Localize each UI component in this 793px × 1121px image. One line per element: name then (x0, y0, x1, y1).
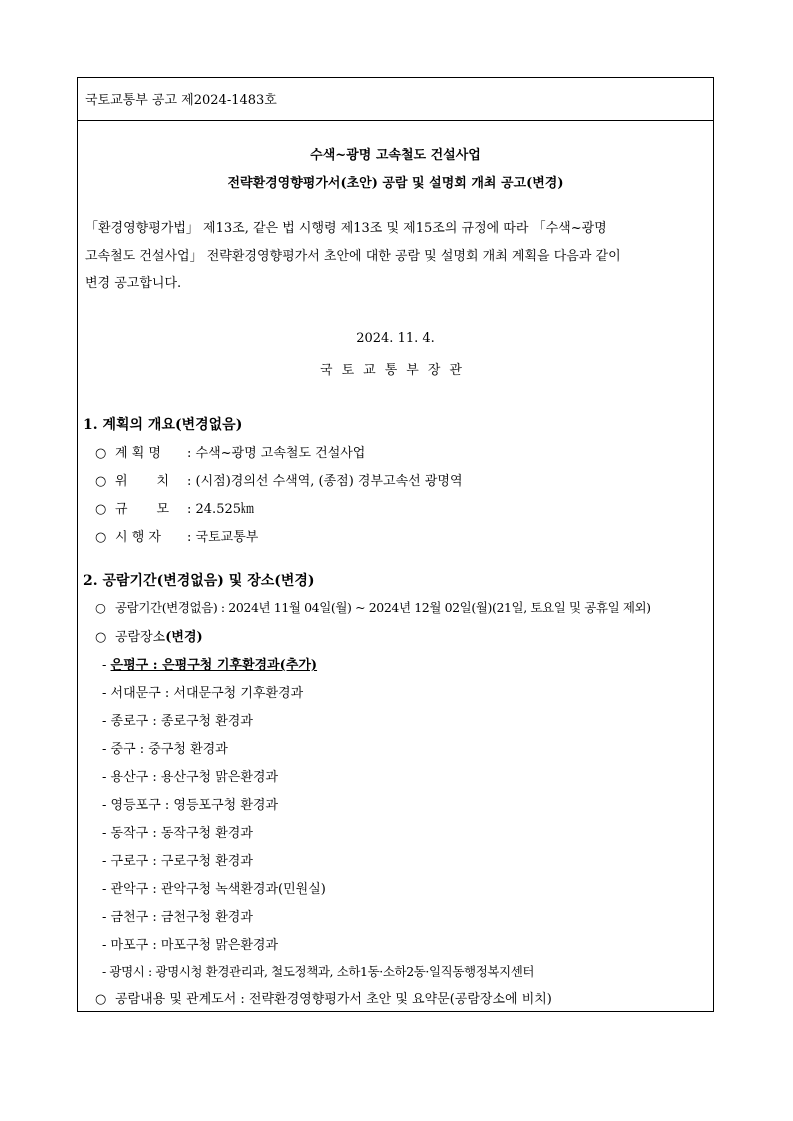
place-text: 용산구 : 용산구청 맑은환경과 (110, 770, 279, 785)
contents-item (95, 988, 552, 1007)
place-item (102, 878, 326, 897)
item-value: 수색~광명 고속철도 건설사업 (195, 446, 366, 461)
place-item (102, 822, 253, 841)
place-text: 광명시 : 광명시청 환경관리과, 철도정책과, 소하1동·소하2동·일직동행정복지센터 (109, 964, 535, 979)
place-item (102, 710, 253, 729)
operator-item: ○ 시 행 자 : 국토교통부 (95, 526, 258, 545)
dash-icon: - (102, 742, 107, 757)
circle-bullet-icon: ○ (95, 530, 107, 545)
dash-icon: - (102, 882, 107, 897)
dash-icon: - (102, 938, 107, 953)
item-label: 규 모 (115, 502, 170, 517)
intro-paragraph (85, 215, 707, 298)
issuer: 국토교통부장관 (320, 363, 471, 378)
notice-number-row (77, 77, 714, 121)
place-text: 마포구 : 마포구청 맑은환경과 (110, 938, 279, 953)
contents-text: 공람내용 및 관계도서 : 전략환경영향평가서 초안 및 요약문(공람장소에 비치) (115, 992, 552, 1007)
circle-bullet-icon: ○ (95, 446, 107, 461)
item-label: 위 치 (115, 474, 170, 489)
place-item (102, 962, 534, 980)
item-label: 계 획 명 (115, 446, 161, 461)
period-item (95, 598, 651, 616)
location-item: ○ 위 치 : (시점)경의선 수색역, (종점) 경부고속선 광명역 (95, 470, 463, 489)
circle-bullet-icon: ○ (95, 474, 107, 489)
place-text: 중구 : 중구청 환경과 (110, 742, 228, 757)
dash-icon: - (102, 658, 107, 673)
place-item (102, 738, 228, 757)
dash-icon: - (102, 798, 107, 813)
dash-icon: - (102, 854, 107, 869)
places-label-changed: (변경) (165, 630, 203, 645)
plan-name-item: ○ 계 획 명 : 수색~광명 고속철도 건설사업 (95, 442, 365, 461)
circle-bullet-icon: ○ (95, 992, 107, 1007)
place-item (102, 934, 278, 953)
place-item (102, 906, 253, 925)
intro-line-1: 「환경영향평가법」 제13조, 같은 법 시행령 제13조 및 제15조의 규정에 따라 「수색~광명 (85, 221, 607, 236)
circle-bullet-icon: ○ (95, 502, 107, 517)
notice-number: 국토교통부 공고 제2024-1483호 (85, 93, 277, 108)
title-line-1: 수색~광명 고속철도 건설사업 (310, 148, 481, 163)
place-text: 영등포구 : 영등포구청 환경과 (110, 798, 279, 813)
places-label: 공람장소 (115, 630, 166, 645)
dash-icon: - (102, 714, 107, 729)
place-text: 금천구 : 금천구청 환경과 (110, 910, 253, 925)
section-1-heading: 1. 계획의 개요(변경없음) (83, 417, 243, 433)
circle-bullet-icon: ○ (95, 600, 106, 615)
period-text: 공람기간(변경없음) : 2024년 11월 04일(월) ~ 2024년 12월 02일(월)(21일, 토요일 및 공휴일 제외) (115, 600, 651, 615)
dash-icon: - (102, 826, 107, 841)
section-2-heading: 2. 공람기간(변경없음) 및 장소(변경) (83, 573, 315, 589)
place-text: 동작구 : 동작구청 환경과 (110, 826, 253, 841)
scale-item: ○ 규 모 : 24.525㎞ (95, 498, 254, 517)
dash-icon: - (102, 910, 107, 925)
intro-line-3: 변경 공고합니다. (85, 276, 182, 291)
place-text: 관악구 : 관악구청 녹색환경과(민원실) (110, 882, 326, 897)
dash-icon: - (102, 686, 107, 701)
place-item (102, 794, 278, 813)
place-text-added: 은평구 : 은평구청 기후환경과(추가) (110, 658, 318, 673)
item-value: 24.525㎞ (195, 502, 255, 517)
item-value: (시점)경의선 수색역, (종점) 경부고속선 광명역 (195, 474, 463, 489)
place-item (102, 682, 303, 701)
item-label: 시 행 자 (115, 530, 161, 545)
dash-icon: - (102, 964, 106, 979)
place-text: 종로구 : 종로구청 환경과 (110, 714, 253, 729)
place-text: 서대문구 : 서대문구청 기후환경과 (110, 686, 304, 701)
place-item (102, 766, 278, 785)
place-item (102, 850, 253, 869)
intro-line-2: 고속철도 건설사업」 전략환경영향평가서 초안에 대한 공람 및 설명회 개최 계획을 다음과 같이 (85, 248, 621, 264)
circle-bullet-icon: ○ (95, 630, 107, 645)
notice-date: 2024. 11. 4. (356, 331, 435, 346)
dash-icon: - (102, 770, 107, 785)
title-line-2: 전략환경영향평가서(초안) 공람 및 설명회 개최 공고(변경) (227, 176, 564, 191)
place-item (102, 654, 317, 673)
item-value: 국토교통부 (195, 530, 259, 545)
places-label-item (95, 626, 203, 645)
place-text: 구로구 : 구로구청 환경과 (110, 854, 253, 869)
